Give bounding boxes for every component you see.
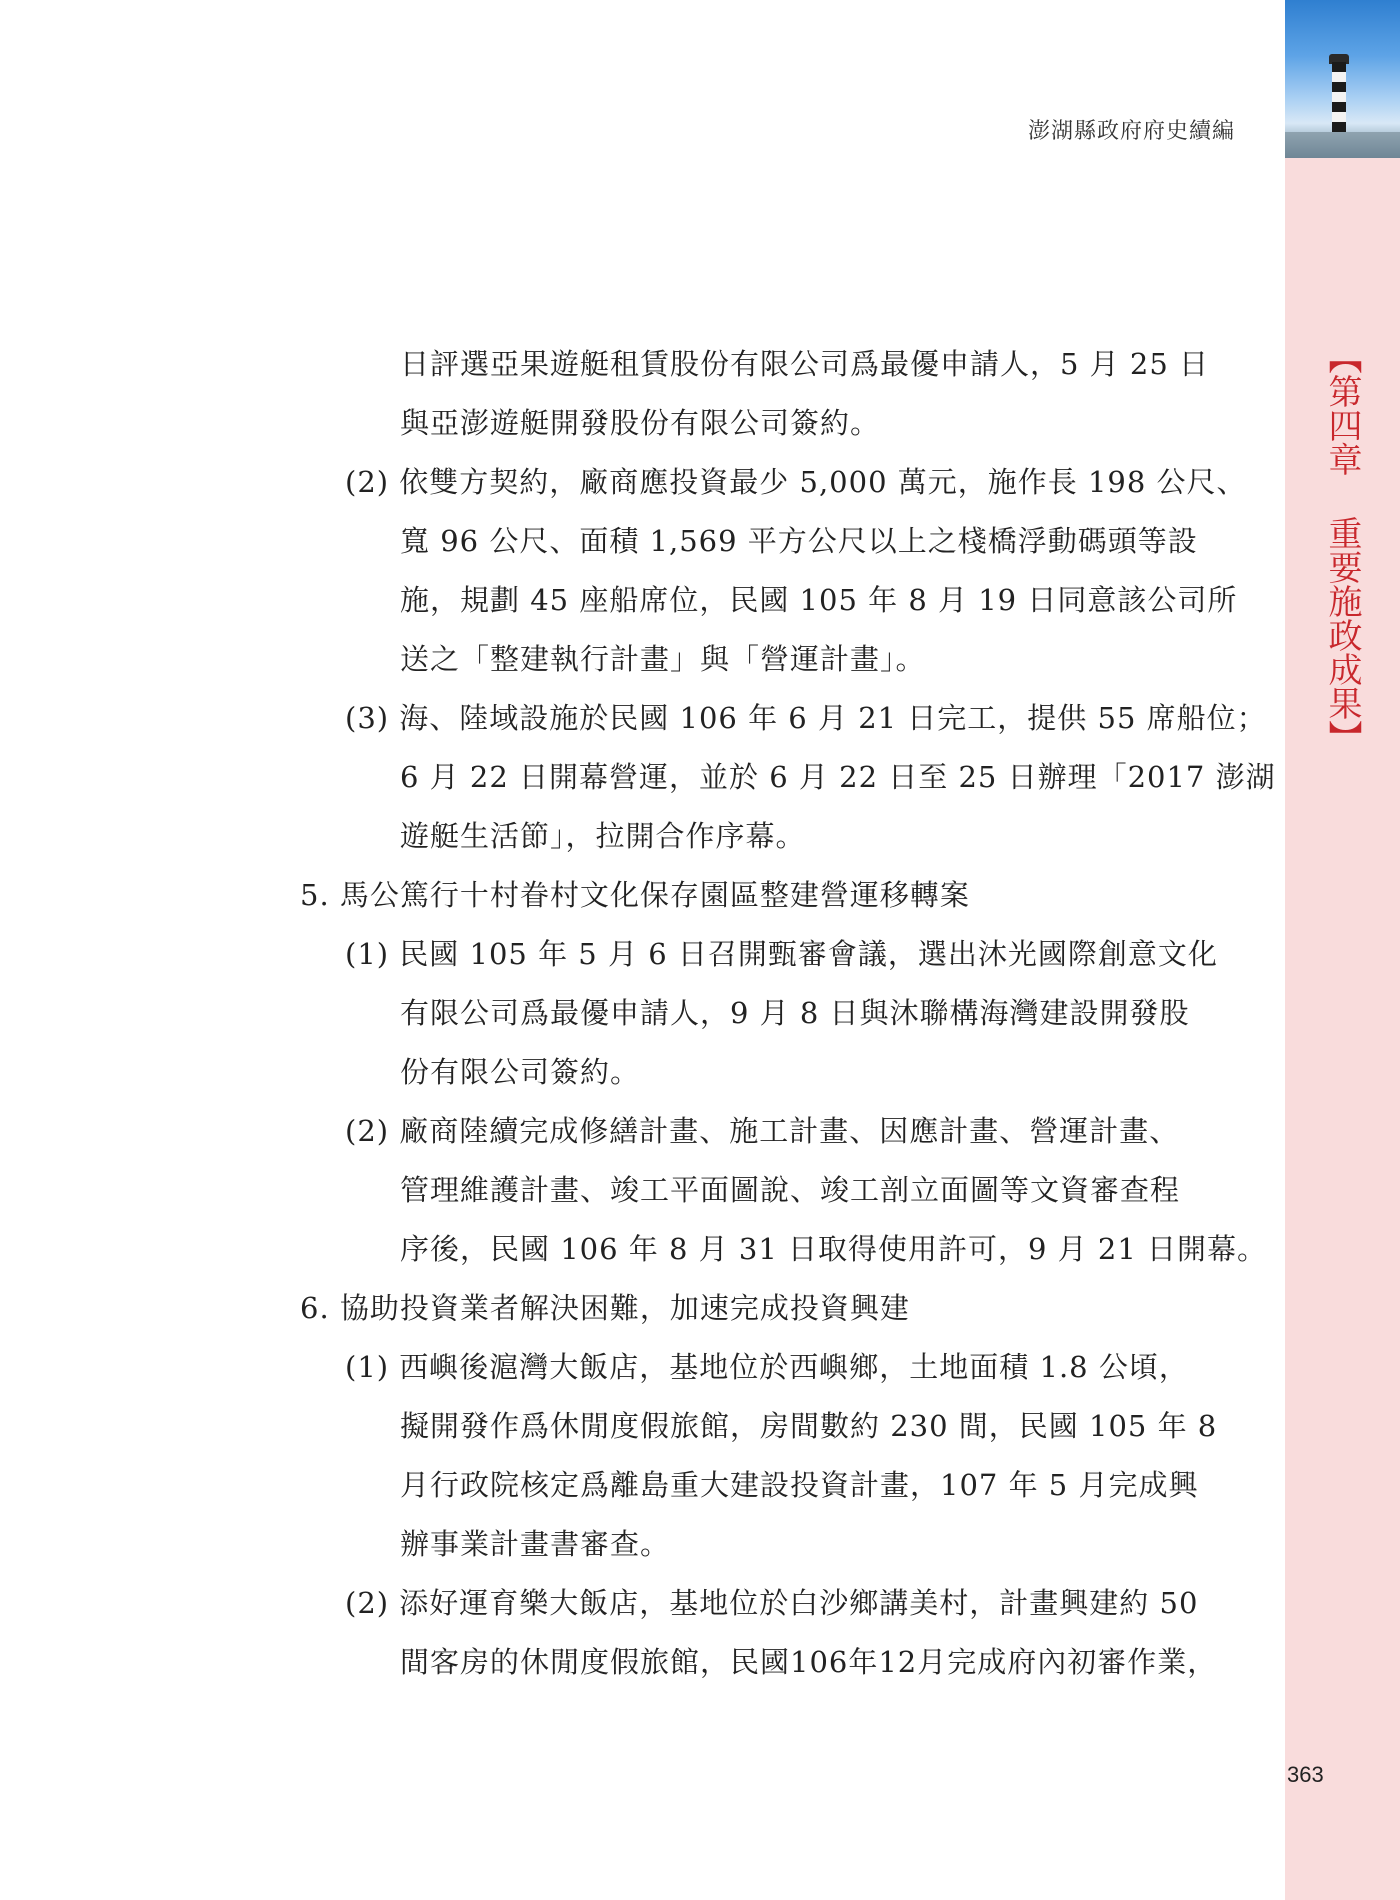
- text-line: (1) 民國 105 年 5 月 6 日召開甄審會議，選出沐光國際創意文化: [345, 937, 1218, 971]
- text-line: (3) 海、陸域設施於民國 106 年 6 月 21 日完工，提供 55 席船位；: [345, 701, 1267, 735]
- running-header: 澎湖縣政府府史續編: [1027, 119, 1235, 144]
- text-line: 日評選亞果遊艇租賃股份有限公司爲最優申請人，5 月 25 日: [400, 347, 1210, 381]
- text-line: 5. 馬公篤行十村眷村文化保存園區整建營運移轉案: [300, 878, 970, 912]
- text-line: 寬 96 公尺、面積 1,569 平方公尺以上之棧橋浮動碼頭等設: [400, 524, 1198, 558]
- text-line: 有限公司爲最優申請人，9 月 8 日與沐聯構海灣建設開發股: [400, 996, 1190, 1030]
- text-line: 與亞澎遊艇開發股份有限公司簽約。: [400, 406, 881, 440]
- text-line: 遊艇生活節」，拉開合作序幕。: [400, 819, 806, 853]
- text-line: 間客房的休閒度假旅館，民國106年12月完成府內初審作業，: [400, 1645, 1218, 1679]
- text-line: 月行政院核定爲離島重大建設投資計畫，107 年 5 月完成興: [400, 1468, 1199, 1502]
- text-line: (2) 廠商陸續完成修繕計畫、施工計畫、因應計畫、營運計畫、: [345, 1114, 1180, 1148]
- text-line: 份有限公司簽約。: [400, 1055, 641, 1089]
- text-line: 擬開發作爲休閒度假旅館，房間數約 230 間，民國 105 年 8: [400, 1409, 1218, 1443]
- page-number: 363: [1287, 1762, 1324, 1787]
- text-line: (2) 添好運育樂大飯店，基地位於白沙鄉講美村，計畫興建約 50: [345, 1586, 1199, 1620]
- text-line: (1) 西嶼後滬灣大飯店，基地位於西嶼鄉，土地面積 1.8 公頃，: [345, 1350, 1189, 1384]
- lighthouse-image: [1285, 0, 1400, 158]
- coast-land: [1285, 132, 1400, 158]
- text-line: 6 月 22 日開幕營運，並於 6 月 22 日至 25 日辦理「2017 澎湖: [400, 760, 1276, 794]
- text-line: (2) 依雙方契約，廠商應投資最少 5,000 萬元，施作長 198 公尺、: [345, 465, 1247, 499]
- text-line: 管理維護計畫、竣工平面圖說、竣工剖立面圖等文資審查程: [400, 1173, 1181, 1207]
- body-text: [300, 335, 1276, 1692]
- text-line: 序後，民國 106 年 8 月 31 日取得使用許可，9 月 21 日開幕。: [400, 1232, 1268, 1266]
- text-line: 送之「整建執行計畫」與「營運計畫」。: [400, 642, 926, 676]
- side-color-strip: [1285, 0, 1400, 1900]
- chapter-tab: 【第四章 重要施政成果】: [1322, 340, 1362, 754]
- text-line: 辦事業計畫書審查。: [400, 1527, 671, 1561]
- lighthouse-tower: [1332, 62, 1346, 134]
- text-line: 6. 協助投資業者解決困難，加速完成投資興建: [300, 1291, 910, 1325]
- text-line: 施，規劃 45 座船席位，民國 105 年 8 月 19 日同意該公司所: [400, 583, 1238, 617]
